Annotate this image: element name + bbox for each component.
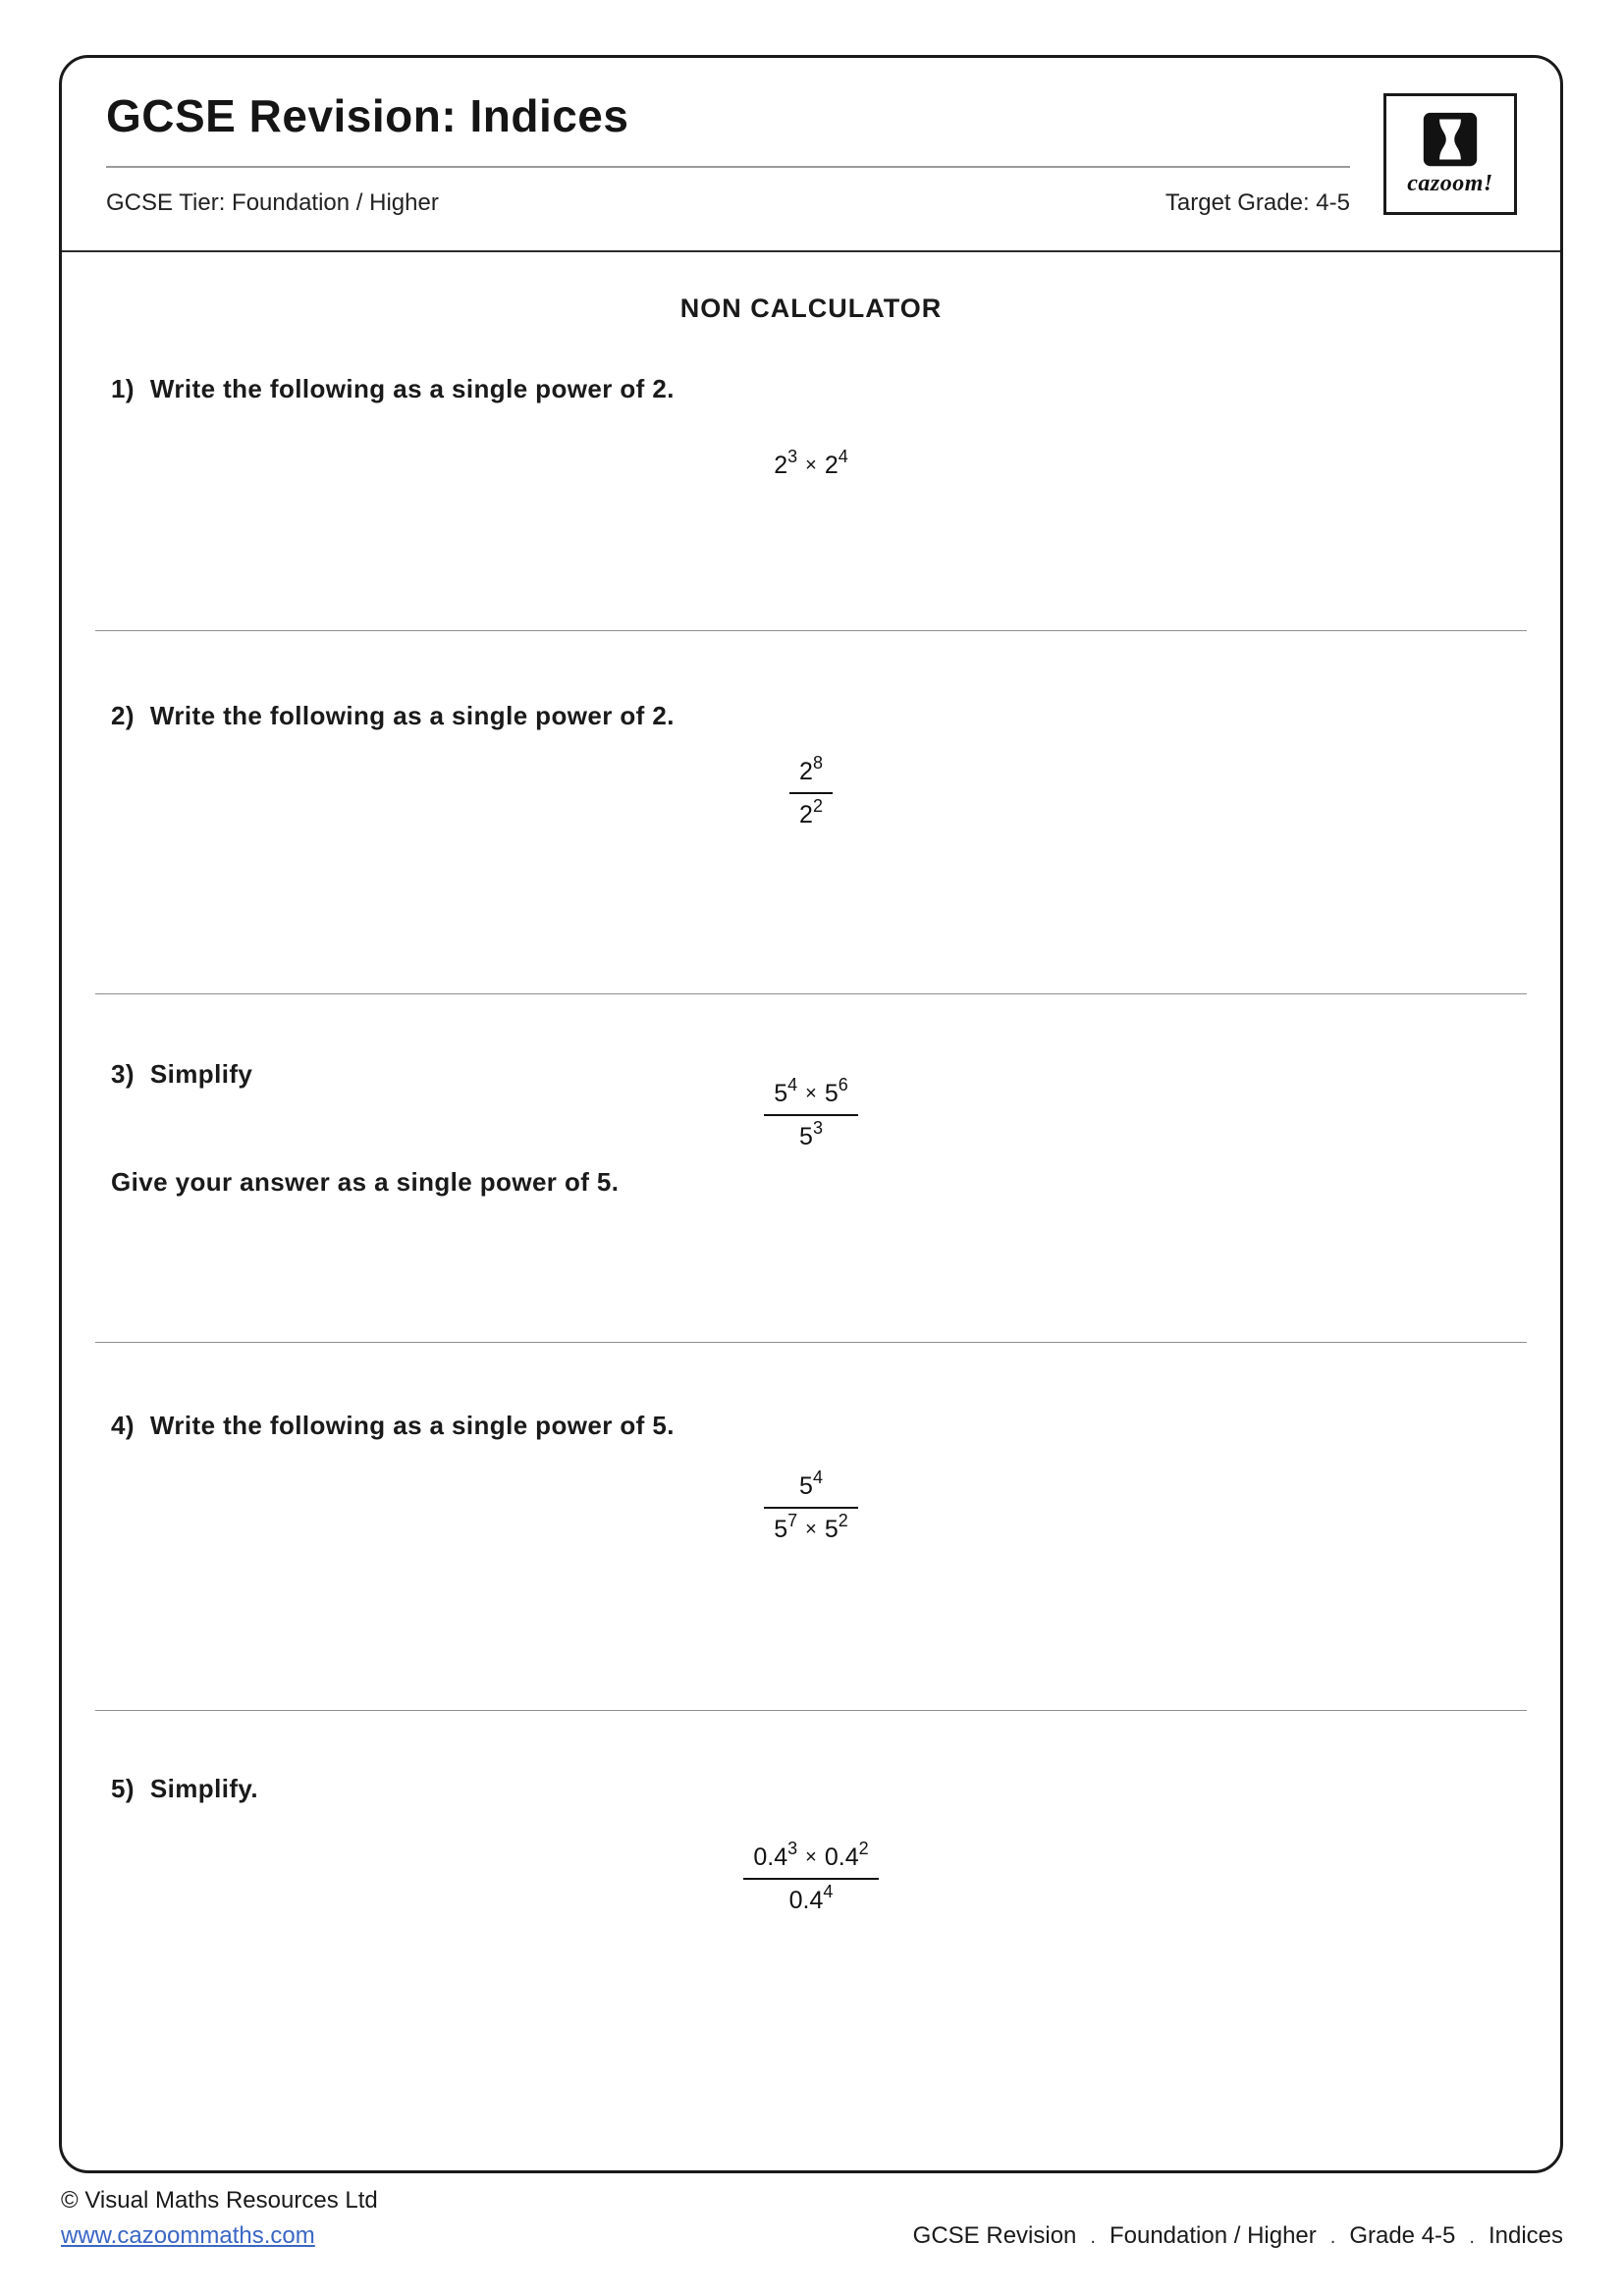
logo-text: cazoom!	[1407, 171, 1493, 196]
math-exponent: 4	[787, 1075, 798, 1095]
fraction-numerator	[789, 1468, 833, 1507]
question-5-expression	[62, 1839, 1560, 1915]
math-base: 5	[799, 1123, 813, 1150]
fraction-denominator	[789, 794, 833, 829]
question-divider	[95, 1710, 1527, 1711]
multiply-operator: ×	[805, 454, 817, 476]
question-2-prompt: Write the following as a single power of 2.	[149, 701, 675, 730]
section-heading: NON CALCULATOR	[679, 294, 943, 323]
multiply-operator: ×	[805, 1519, 817, 1540]
question-4-number: 4)	[111, 1411, 135, 1440]
fraction-numerator	[789, 753, 833, 792]
question-1-expression	[62, 447, 1560, 480]
fraction-numerator	[764, 1075, 858, 1114]
math-base: 5	[799, 1472, 813, 1500]
math-base: 2	[799, 758, 813, 785]
title-underline	[106, 166, 1350, 168]
breadcrumb-item: Indices	[1488, 2222, 1563, 2249]
math-exponent: 6	[838, 1075, 848, 1095]
math-exponent: 3	[787, 1839, 798, 1858]
question-divider	[95, 1342, 1527, 1343]
math-exponent: 2	[838, 1511, 848, 1530]
math-exponent: 2	[858, 1839, 869, 1858]
question-5	[111, 1774, 1511, 1804]
math-exponent: 8	[812, 753, 823, 773]
question-1-number: 1)	[111, 374, 135, 403]
math-base: 0.4	[753, 1843, 788, 1871]
question-3-note-text: Give your answer as a single power of 5.	[111, 1167, 620, 1197]
math-exponent: 3	[787, 447, 798, 466]
target-grade-label: Target Grade: 4-5	[1164, 189, 1350, 216]
question-2	[111, 701, 1511, 731]
breadcrumb-separator: .	[1090, 2226, 1096, 2248]
cazoom-logo	[1383, 93, 1517, 215]
question-3-expression	[62, 1075, 1560, 1151]
question-3-prompt: Simplify	[149, 1059, 253, 1089]
multiply-operator: ×	[805, 1846, 817, 1868]
fraction	[764, 1468, 858, 1544]
math-base: 0.4	[824, 1843, 859, 1871]
math-base: 5	[824, 1516, 839, 1543]
math-base: 0.4	[788, 1887, 824, 1914]
breadcrumb-separator: .	[1329, 2226, 1336, 2248]
fraction-denominator	[764, 1509, 858, 1544]
multiply-operator: ×	[805, 1083, 817, 1104]
hourglass-icon	[1422, 111, 1479, 168]
math-exponent: 4	[812, 1468, 823, 1487]
math-exponent: 2	[812, 796, 823, 816]
math-base: 2	[824, 452, 839, 479]
question-1	[111, 374, 1511, 404]
question-4-prompt: Write the following as a single power of 5.	[149, 1411, 675, 1440]
copyright-text: © Visual Maths Resources Ltd	[61, 2187, 378, 2214]
fraction-denominator	[789, 1116, 833, 1151]
header-meta-row	[106, 189, 1350, 217]
math-exponent: 7	[787, 1511, 798, 1530]
page-title: GCSE Revision: Indices	[106, 90, 629, 141]
question-divider	[95, 630, 1527, 631]
math-base: 2	[774, 452, 788, 479]
question-4	[111, 1411, 1511, 1441]
breadcrumb-item: Foundation / Higher	[1109, 2222, 1317, 2249]
question-2-number: 2)	[111, 701, 135, 730]
fraction	[743, 1839, 878, 1915]
question-1-prompt: Write the following as a single power of 2.	[149, 374, 675, 403]
tier-label: GCSE Tier: Foundation / Higher	[106, 189, 439, 216]
math-base: 5	[774, 1516, 788, 1543]
math-base: 5	[824, 1080, 839, 1107]
question-4-expression	[62, 1468, 1560, 1544]
math-exponent: 4	[823, 1882, 834, 1901]
question-5-number: 5)	[111, 1774, 135, 1803]
question-divider	[95, 993, 1527, 994]
sheet-header	[62, 58, 1560, 252]
question-5-prompt: Simplify.	[149, 1774, 258, 1803]
breadcrumb-separator: .	[1469, 2226, 1475, 2248]
footer-breadcrumb	[913, 2222, 1563, 2250]
fraction	[789, 753, 833, 829]
breadcrumb-item: Grade 4-5	[1349, 2222, 1456, 2249]
fraction	[764, 1075, 858, 1151]
breadcrumb-item: GCSE Revision	[912, 2222, 1077, 2249]
math-exponent: 4	[838, 447, 848, 466]
question-3-note	[111, 1167, 1511, 1198]
fraction-denominator	[780, 1880, 843, 1915]
math-exponent: 3	[812, 1118, 823, 1138]
math-base: 2	[799, 801, 813, 828]
footer-left	[61, 2187, 378, 2250]
math-base: 5	[774, 1080, 788, 1107]
question-3-number: 3)	[111, 1059, 135, 1089]
fraction-numerator	[743, 1839, 878, 1878]
question-2-expression	[62, 753, 1560, 829]
website-link[interactable]: www.cazoommaths.com	[61, 2222, 315, 2249]
worksheet-frame	[59, 55, 1563, 2173]
